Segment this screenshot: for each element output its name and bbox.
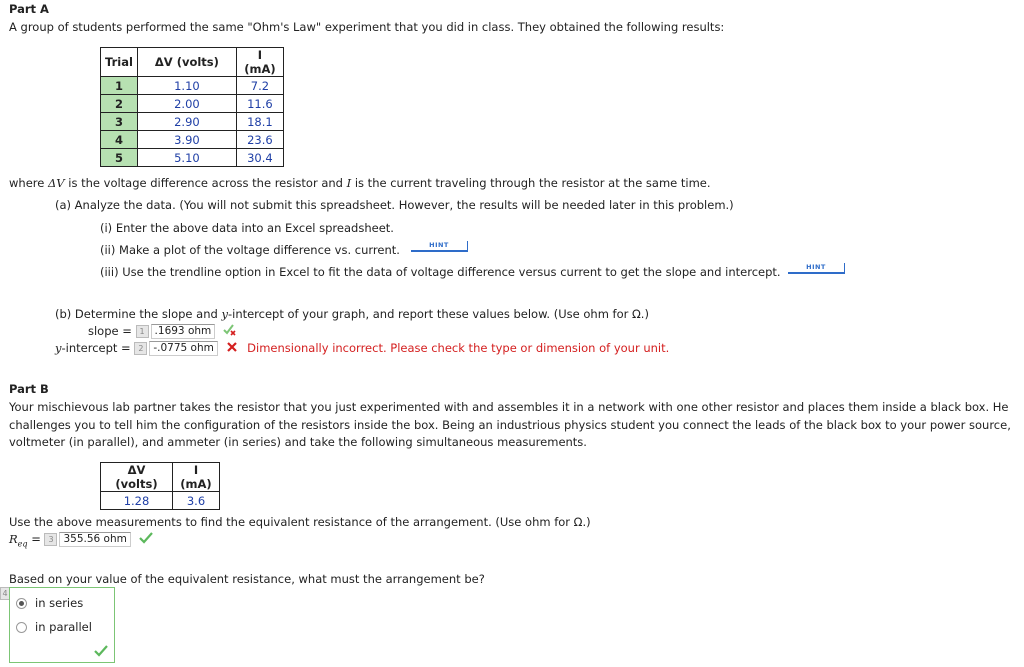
option-label: in series xyxy=(35,596,84,610)
hint-button[interactable]: HINT xyxy=(788,263,845,274)
table-cell: 30.4 xyxy=(236,149,283,167)
table-row xyxy=(101,77,284,95)
where-dv: ΔV xyxy=(47,176,65,190)
part-a-b-text xyxy=(55,307,649,321)
table-cell: 7.2 xyxy=(236,77,283,95)
table-header: ΔV (volts) xyxy=(101,463,173,492)
where-pre: where xyxy=(9,176,48,190)
part-a-intro: A group of students performed the same "Ohm's Law" experiment that you did in class. They obtained the following results: xyxy=(9,20,725,34)
table-row xyxy=(101,131,284,149)
slope-label: slope = xyxy=(88,324,132,338)
check-icon xyxy=(94,645,108,660)
yint-label: -intercept = xyxy=(61,341,131,355)
part-b-paragraph: Your mischievous lab partner takes the resistor that you just experimented with and assembles it in a network with one other resistor and places them inside a black box. He challenges you to tell him the configuration of the resistors inside the box. Being an industrious physics student you connect the leads of the black box to your power source, voltmeter (in parallel), and ammeter (in series) and take the following simultaneous measurements. xyxy=(9,400,1011,449)
answer-number-tag: 1 xyxy=(136,325,149,338)
req-sub: eq xyxy=(17,539,28,549)
table-cell: 4 xyxy=(101,131,138,149)
table-cell: 2.90 xyxy=(137,113,236,131)
table-row xyxy=(101,95,284,113)
table-header: I (mA) xyxy=(236,48,283,77)
req-equals: = xyxy=(31,532,41,546)
where-text xyxy=(9,176,711,190)
table-cell: 5 xyxy=(101,149,138,167)
slope-answer-field[interactable]: .1693 ohm xyxy=(151,324,216,339)
b-text-pre: (b) Determine the slope and xyxy=(55,307,222,321)
partial-check-icon xyxy=(223,323,237,340)
option-in-parallel[interactable] xyxy=(16,620,92,634)
b-text-y: y xyxy=(221,307,228,321)
yint-row xyxy=(55,341,669,356)
table-header-row xyxy=(101,463,220,492)
option-in-series[interactable] xyxy=(16,596,83,610)
table-cell: 18.1 xyxy=(236,113,283,131)
step-ii: (ii) Make a plot of the voltage difference vs. current. xyxy=(100,243,400,257)
step-iii: (iii) Use the trendline option in Excel to fit the data of voltage difference versus current to get the slope and intercept. xyxy=(100,265,781,279)
table-cell: 1.10 xyxy=(137,77,236,95)
option-label: in parallel xyxy=(35,620,92,634)
part-b-title: Part B xyxy=(9,382,49,396)
answer-number-tag: 4 xyxy=(0,587,10,600)
where-post: is the current traveling through the resistor at the same time. xyxy=(351,176,711,190)
table-cell: 1.28 xyxy=(101,492,173,510)
hint-button[interactable]: HINT xyxy=(411,241,468,252)
radio-icon[interactable] xyxy=(16,622,27,633)
answer-number-tag: 2 xyxy=(134,342,147,355)
table-cell: 2 xyxy=(101,95,138,113)
table-cell: 23.6 xyxy=(236,131,283,149)
table-cell: 1 xyxy=(101,77,138,95)
yint-answer-field[interactable]: -.0775 ohm xyxy=(149,341,218,356)
part-a-a-text: (a) Analyze the data. (You will not submit this spreadsheet. However, the results will be needed later in this problem.) xyxy=(55,198,734,212)
yint-feedback: Dimensionally incorrect. Please check the type or dimension of your unit. xyxy=(247,341,670,355)
step-i: (i) Enter the above data into an Excel spreadsheet. xyxy=(100,221,394,235)
b-text-post: -intercept of your graph, and report these values below. (Use ohm for Ω.) xyxy=(227,307,649,321)
check-icon xyxy=(139,532,153,547)
table-cell: 3 xyxy=(101,113,138,131)
req-label: R xyxy=(9,532,18,546)
measurement-table xyxy=(100,462,220,510)
table-row xyxy=(101,113,284,131)
table-cell: 3.90 xyxy=(137,131,236,149)
use-text: Use the above measurements to find the equivalent resistance of the arrangement. (Use ohm for Ω.) xyxy=(9,515,591,529)
table-row xyxy=(101,492,220,510)
req-row xyxy=(9,532,153,548)
wrong-x-icon xyxy=(226,341,238,356)
part-a-title: Part A xyxy=(9,2,49,16)
table-row xyxy=(101,149,284,167)
arrangement-choice-box xyxy=(9,587,115,663)
based-text: Based on your value of the equivalent resistance, what must the arrangement be? xyxy=(9,572,485,586)
table-header: ΔV (volts) xyxy=(137,48,236,77)
req-answer-field[interactable]: 355.56 ohm xyxy=(59,532,130,547)
results-table xyxy=(100,47,284,167)
where-i: I xyxy=(346,176,352,190)
table-cell: 2.00 xyxy=(137,95,236,113)
answer-number-tag: 3 xyxy=(44,533,57,546)
yint-label-y: y xyxy=(55,341,62,355)
table-cell: 5.10 xyxy=(137,149,236,167)
table-header: I (mA) xyxy=(173,463,220,492)
radio-selected-icon[interactable] xyxy=(16,598,27,609)
table-header-row xyxy=(101,48,284,77)
table-header: Trial xyxy=(101,48,138,77)
table-cell: 11.6 xyxy=(236,95,283,113)
slope-row xyxy=(88,323,237,340)
table-cell: 3.6 xyxy=(173,492,220,510)
where-mid: is the voltage difference across the resistor and xyxy=(64,176,347,190)
